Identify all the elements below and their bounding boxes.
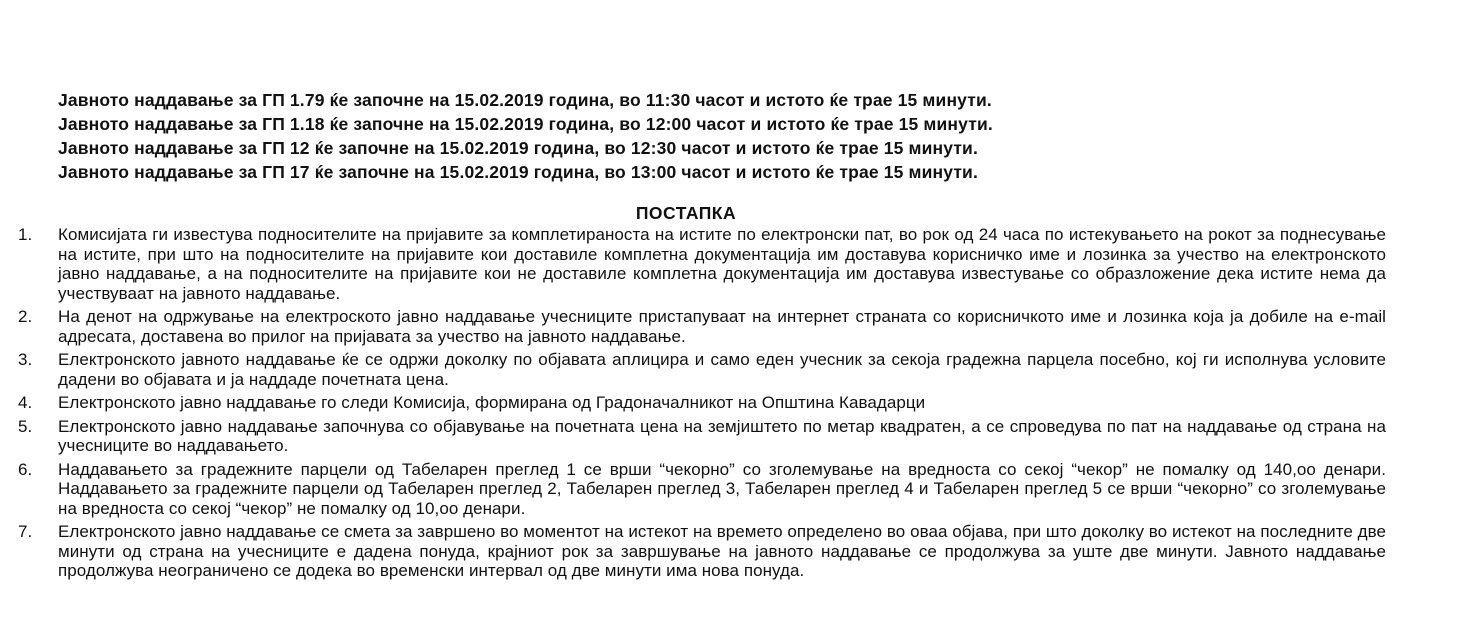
step-number: 7. bbox=[18, 522, 33, 541]
procedure-step bbox=[18, 225, 1386, 303]
step-number: 1. bbox=[18, 225, 33, 244]
procedure-step bbox=[18, 307, 1386, 346]
auction-line: Јавното наддавање за ГП 1.79 ќе започне на 15.02.2019 година, во 11:30 часот и истото ќе трае 15 минути. bbox=[58, 90, 992, 110]
procedure-step bbox=[18, 350, 1386, 389]
step-number: 4. bbox=[18, 393, 33, 412]
procedure-heading: ПОСТАПКА bbox=[635, 203, 737, 223]
step-number: 6. bbox=[18, 459, 33, 479]
step-number: 2. bbox=[18, 307, 33, 326]
procedure-step bbox=[18, 417, 1386, 456]
auction-line: Јавното наддавање за ГП 17 ќе започне на 15.02.2019 година, во 13:00 часот и истото ќе трае 15 минути. bbox=[58, 162, 978, 182]
step-number: 3. bbox=[18, 350, 33, 369]
step-text: Наддавањето за градежните парцели од Табеларен преглед 1 се врши “чекорно” со зголемување на вредноста со секој “чекор” не помалку од 140,оо денари. Наддавањето за градежните парцели од Табеларен преглед 2, Табеларен преглед 3, Табеларен преглед 4 и Табеларен преглед 5 се врши “чекорно” со зголемување на вредноста со секој “чекор” не помалку од 10,оо денари. bbox=[58, 459, 1386, 518]
step-text: На денот на одржување на електроското јавно наддавање учесниците пристапуваат на интернет страната со корисничкото име и лозинка која ја добиле на e-mail адресата, доставена во прилог на пријавата за учество на јавното наддавање. bbox=[58, 307, 1386, 346]
step-text: Електронското јавно наддавање започнува со објавување на почетната цена на земјиштето по метар квадратен, а се спроведува по пат на наддавање од страна на учесниците во наддавањето. bbox=[58, 416, 1386, 455]
step-text: Комисијата ги известува подносителите на пријавите за комплетираноста на истите по електронски пат, во рок од 24 часа по истекувањето на рокот за поднесување на истите, при што на подносителите на пријавите кои доставиле комплетна документација им доставува корисничко име и лозинка за учество на електронското јавно наддавање, а на подносителите на пријавите кои не доставиле комплетна документација им доставува известување со образложение дека истите нема да учествуваат на јавното наддавање. bbox=[58, 225, 1386, 303]
procedure-steps bbox=[18, 225, 1386, 585]
auction-schedule bbox=[58, 88, 1158, 184]
auction-line: Јавното наддавање за ГП 12 ќе започне на 15.02.2019 година, во 12:30 часот и истото ќе трае 15 минути. bbox=[58, 138, 978, 158]
step-text: Електронското јавното наддавање ќе се одржи доколку по објавата аплицира и само еден учесник за секоја градежна парцела посебно, кој ги исполнува условите дадени во објавата и ја наддаде почетната цена. bbox=[58, 350, 1386, 389]
procedure-step bbox=[18, 460, 1386, 519]
step-number: 5. bbox=[18, 416, 33, 436]
auction-line: Јавното наддавање за ГП 1.18 ќе започне на 15.02.2019 година, во 12:00 часот и истото ќе трае 15 минути. bbox=[58, 114, 993, 134]
procedure-step bbox=[18, 522, 1386, 581]
step-text: Електронското јавно наддавање го следи Комисија, формирана од Градоначалникот на Општина Кавадарци bbox=[58, 393, 926, 412]
step-text: Електронското јавно наддавање се смета за завршено во моментот на истекот на времето определено во оваа објава, при што доколку во истекот на последните две минути од страна на учесниците е дадена понуда, крајниот рок за завршување на јавното наддавање се продолжува за уште две минути. Јавното наддавање продолжува неограничено се додека во временски интервал од две минути има нова понуда. bbox=[58, 522, 1386, 580]
procedure-step bbox=[18, 393, 1386, 413]
